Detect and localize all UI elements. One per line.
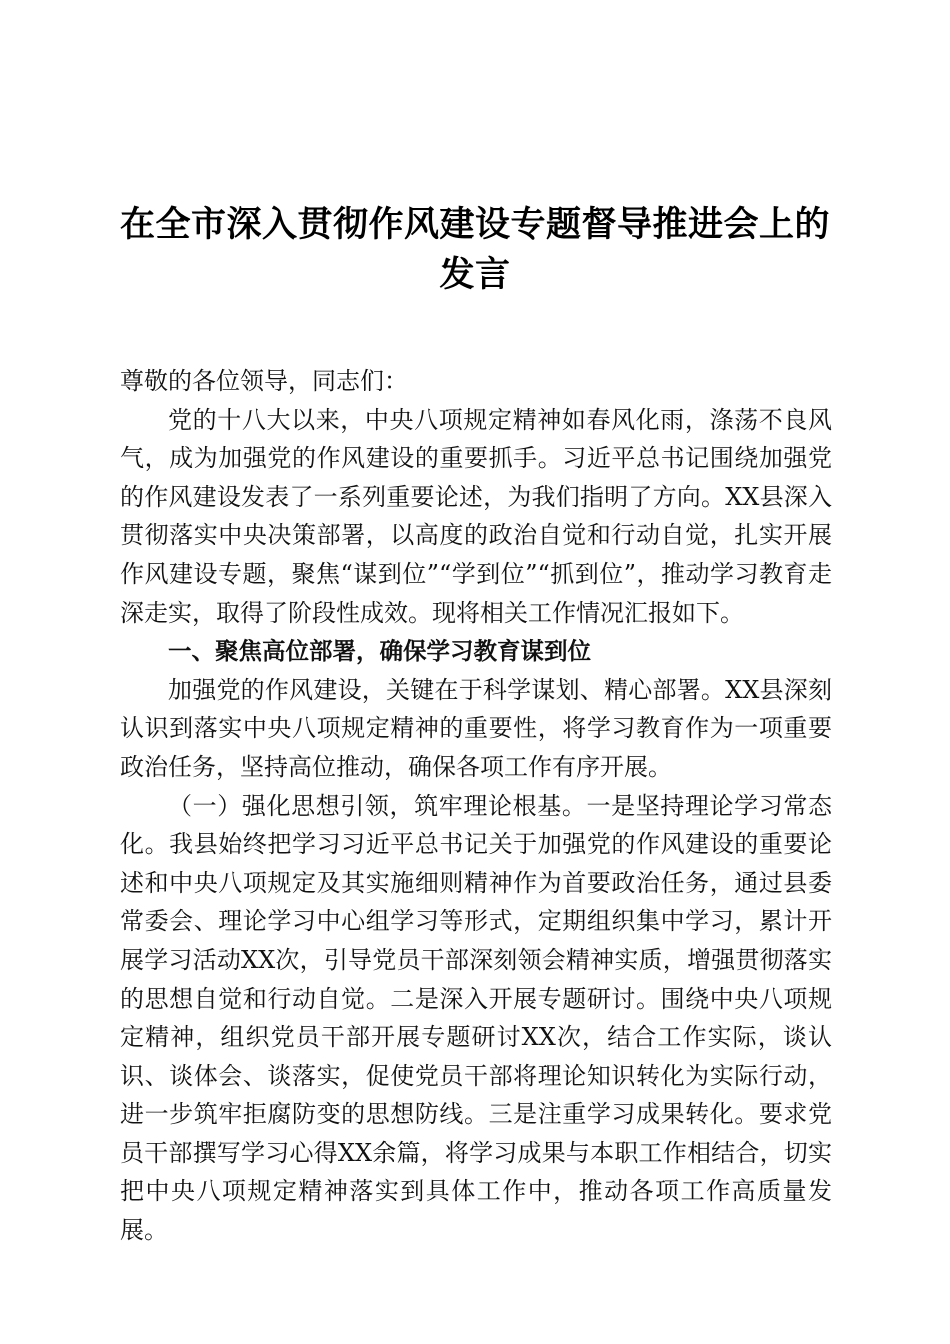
document-body	[120, 362, 832, 1250]
section-heading-1: 一、聚焦高位部署，确保学习教育谋到位	[168, 637, 591, 666]
section-1-paragraph: 加强党的作风建设，关键在于科学谋划、精心部署。XX县深刻认识到落实中央八项规定精神的重要性，将学习教育作为一项重要政治任务，坚持高位推动，确保各项工作有序开展。	[120, 675, 832, 781]
subsection-1-lead: （一）强化思想引领，筑牢理论根基。	[168, 791, 587, 820]
subsection-1-paragraph	[120, 787, 832, 1250]
intro-paragraph: 党的十八大以来，中央八项规定精神如春风化雨，涤荡不良风气，成为加强党的作风建设的重要抓手。习近平总书记围绕加强党的作风建设发表了一系列重要论述，为我们指明了方向。XX县深入贯彻落实中央决策部署，以高度的政治自觉和行动自觉，扎实开展作风建设专题，聚焦“谋到位”“学到位”“抓到位”，推动学习教育走深走实，取得了阶段性成效。现将相关工作情况汇报如下。	[120, 405, 832, 627]
salutation: 尊敬的各位领导，同志们：	[120, 367, 408, 395]
subsection-1-body: 一是坚持理论学习常态化。我县始终把学习习近平总书记关于加强党的作风建设的重要论述和中央八项规定及其实施细则精神作为首要政治任务，通过县委常委会、理论学习中心组学习等形式，定期组织集中学习，累计开展学习活动XX次，引导党员干部深刻领会精神实质，增强贯彻落实的思想自觉和行动自觉。二是深入开展专题研讨。围绕中央八项规定精神，组织党员干部开展专题研讨XX次，结合工作实际，谈认识、谈体会、谈落实，促使党员干部将理论知识转化为实际行动，进一步筑牢拒腐防变的思想防线。三是注重学习成果转化。要求党员干部撰写学习心得XX余篇，将学习成果与本职工作相结合，切实把中央八项规定精神落实到具体工作中，推动各项工作高质量发展。	[120, 791, 833, 1245]
document-title-line2: 发言	[439, 255, 511, 295]
document-title-line1: 在全市深入贯彻作风建设专题督导推进会上的	[119, 205, 830, 245]
